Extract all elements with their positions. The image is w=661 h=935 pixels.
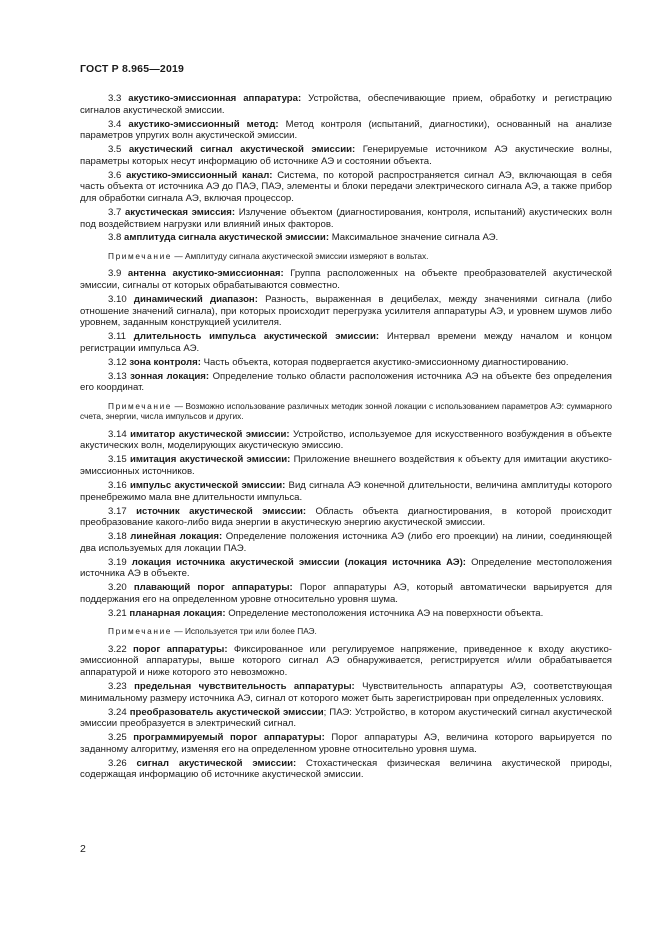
term-entry-3-14: 3.14 имитатор акустической эмиссии: Устройство, используемое для искусственного возбуждения в объекте акустических волн, моделирующих акустическую эмиссию.: [80, 428, 612, 452]
term-entry-3-20: 3.20 плавающий порог аппаратуры: Порог аппаратуры АЭ, который автоматически варьируется для поддержания его на определенном уровне относительно уровня шума.: [80, 582, 613, 605]
terms-content: [80, 93, 612, 783]
page-number: 2: [80, 843, 86, 855]
term-entry-3-4: 3.4 акустико-эмиссионный метод: Метод контроля (испытаний, диагностики), основанный на анализе параметров упругих волн акустической эмиссии.: [80, 118, 613, 142]
term-entry-3-17: 3.17 источник акустической эмиссии: Область объекта диагностирования, в которой происходит преобразование какого-либо вида энергии в акустическую энергию акустической эмиссии.: [80, 505, 612, 529]
term-entry-3-13: 3.13 зонная локация: Определение только области расположения источника АЭ на объекте без определения его координат.: [80, 370, 612, 394]
term-entry-3-10: 3.10 динамический диапазон: Разность, выраженная в децибелах, между значениями сигнала (либо отношение значений сигнала), при которых происходит перегрузка усилителя аппаратуры АЭ, и уровнем шумов либо уровнем, заданным конструкцией усилителя.: [80, 294, 612, 329]
term-entry-3-26: 3.26 сигнал акустической эмиссии: Стохастическая физическая величина акустической природы, содержащая информацию об источнике акустической эмиссии.: [80, 757, 613, 781]
term-entry-3-7: 3.7 акустическая эмиссия: Излучение объектом (диагностирования, контроля, испытаний) акустических волн под воздействием нагрузки или влияний иных факторов.: [80, 206, 612, 230]
term-entry-3-21: 3.21 планарная локация: Определение местоположения источника АЭ на поверхности объекта.: [108, 607, 544, 619]
note-zone-location: Примечание — Возможно использование различных методик зонной локации с использованием параметров АЭ: суммарного счета, энергии, числа импульсов и других.: [80, 400, 612, 422]
note-amplitude: Примечание — Амплитуду сигнала акустической эмиссии измеряют в вольтах.: [108, 251, 429, 262]
term-entry-3-25: 3.25 программируемый порог аппаратуры: Порог аппаратуры АЭ, величина которого варьируется по заданному алгоритму, изменяя его на определенном уровне относительно уровня шума.: [80, 732, 612, 755]
term-entry-3-23: 3.23 предельная чувствительность аппаратуры: Чувствительность аппаратуры АЭ, соответствующая минимальному размеру источника АЭ, сигнал от которого может быть зарегистрирован при определенных условиях.: [80, 681, 613, 704]
term-entry-3-16: 3.16 импульс акустической эмиссии: Вид сигнала АЭ конечной длительности, величина амплитуды которого пренебрежимо мала вне длительности импульса.: [80, 479, 613, 503]
term-entry-3-18: 3.18 линейная локация: Определение положения источника АЭ (либо его проекции) на линии, соединяющей два используемых для локации ПАЭ.: [80, 531, 612, 554]
term-entry-3-5: 3.5 акустический сигнал акустической эмиссии: Генерируемые источником АЭ акустические волны, параметры которых несут информацию об источнике АЭ и состоянии объекта.: [80, 144, 612, 167]
term-entry-3-6: 3.6 акустико-эмиссионный канал: Система, по которой распространяется сигнал АЭ, включающая в себя часть объекта от источника АЭ до ПАЭ, ПАЭ, элементы и блоки передачи электрического сигнала АЭ, а также прибор для обработки сигнала АЭ, включая процессор.: [80, 169, 612, 204]
term-entry-3-8: 3.8 амплитуда сигнала акустической эмиссии: Максимальное значение сигнала АЭ.: [108, 232, 499, 244]
term-entry-3-22: 3.22 порог аппаратуры: Фиксированное или регулируемое напряжение, приведенное к входу акустико-эмиссионной аппаратуры, выше которого сигнал АЭ обнаруживается, регистрируется и/или обрабатывается аппаратурой и ниже которого это невозможно.: [80, 643, 612, 679]
term-entry-3-3: 3.3 акустико-эмиссионная аппаратура: Устройства, обеспечивающие прием, обработку и регистрацию сигналов акустической эмиссии.: [80, 93, 612, 116]
standard-header: ГОСТ Р 8.965—2019: [80, 63, 185, 75]
term-entry-3-19: 3.19 локация источника акустической эмиссии (локация источника АЭ): Определение местоположения источника АЭ в объекте.: [80, 556, 612, 580]
term-entry-3-12: 3.12 зона контроля: Часть объекта, которая подвергается акустико-эмиссионному диагностированию.: [108, 356, 569, 368]
term-entry-3-9: 3.9 антенна акустико-эмиссионная: Группа расположенных на объекте преобразователей акустической эмиссии, сигналы от которых обрабатываются совместно.: [80, 268, 613, 292]
note-planar-location: Примечание — Используется три или более ПАЭ.: [108, 626, 317, 637]
term-entry-3-11: 3.11 длительность импульса акустической эмиссии: Интервал времени между началом и концом регистрации импульса АЭ.: [80, 331, 613, 354]
term-entry-3-15: 3.15 имитация акустической эмиссии: Приложение внешнего воздействия к объекту для имитации акустико-эмиссионных источников.: [80, 454, 612, 477]
term-entry-3-24: 3.24 преобразователь акустической эмиссии; ПАЭ: Устройство, в котором акустический сигнал акустической эмиссии преобразуется в электрический сигнал.: [80, 706, 612, 730]
